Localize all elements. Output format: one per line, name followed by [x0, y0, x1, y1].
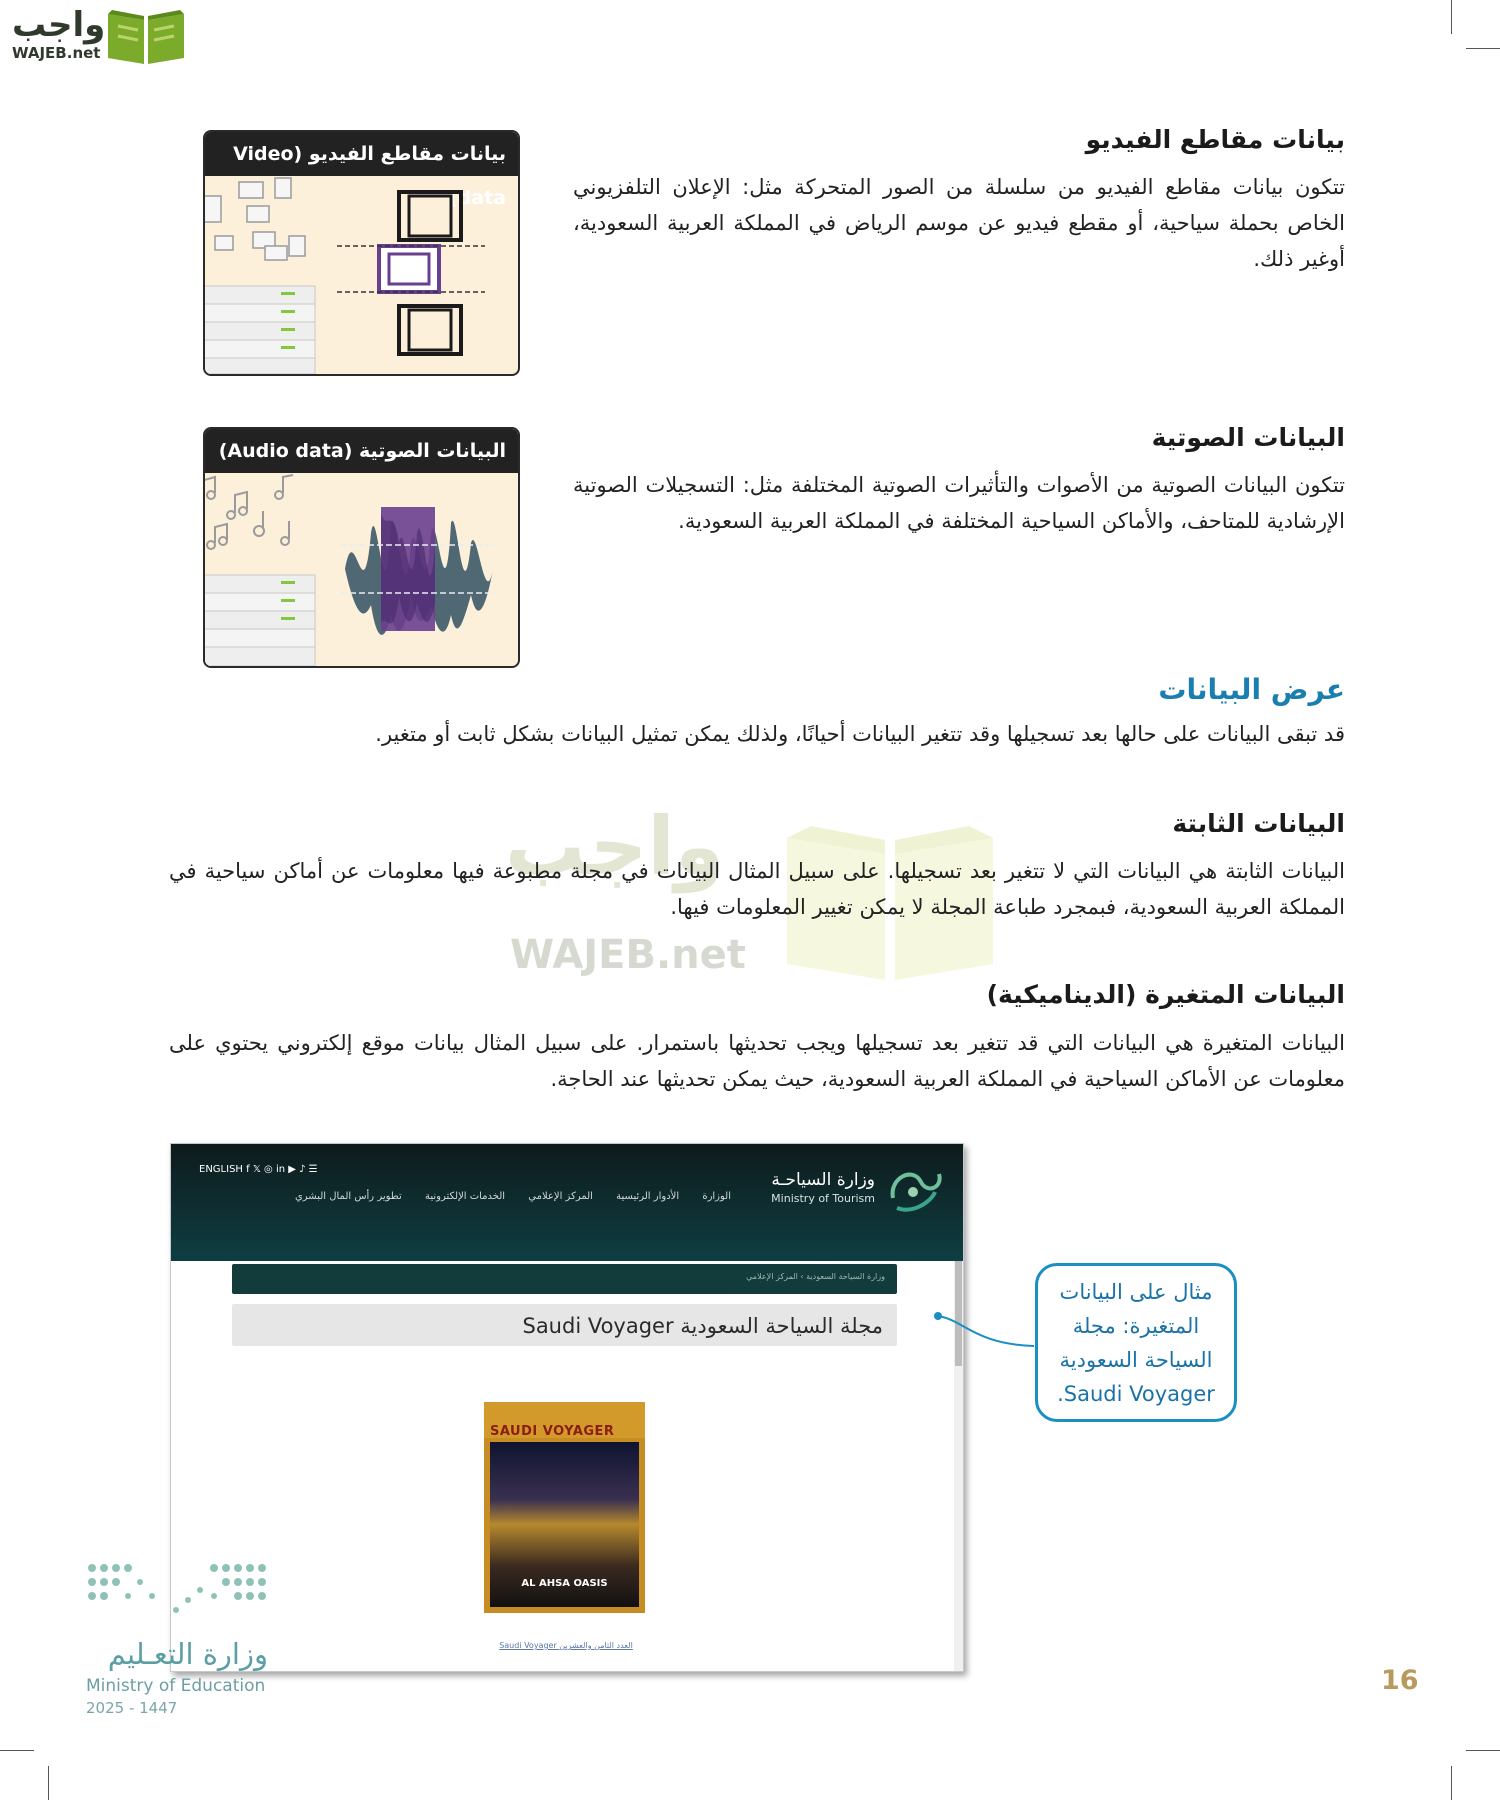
callout-line: السياحة السعودية	[1059, 1347, 1213, 1372]
nav-item[interactable]: المركز الإعلامي	[528, 1191, 593, 1202]
display-heading: عرض البيانات	[1158, 673, 1345, 706]
watermark-text: واجب	[505, 800, 725, 893]
crop-mark	[0, 1750, 34, 1751]
callout-line: Saudi Voyager.	[1057, 1381, 1215, 1406]
ministry-name-arabic: وزارة التعـليم	[107, 1637, 268, 1671]
dynamic-paragraph: البيانات المتغيرة هي البيانات التي قد تتغير بعد تسجيلها ويجب تحديثها باستمرار. على سبيل المثال بيانات موقع إلكتروني يحتوي على معلومات عن الأماكن السياحية في المملكة العربية السعودية، حيث يمكن تحديثها عند الحاجة.	[169, 1031, 1345, 1091]
callout-line: المتغيرة: مجلة	[1072, 1313, 1200, 1338]
film-strip-icon	[337, 192, 485, 354]
audio-paragraph: تتكون البيانات الصوتية من الأصوات والتأثيرات الصوتية المختلفة مثل: التسجيلات الصوتية الإرشادية للمتاحف، والأماكن السياحية المختلفة في المملكة العربية السعودية.	[573, 473, 1345, 533]
magazine-masthead: SAUDI VOYAGER	[490, 1424, 615, 1439]
nav-item[interactable]: تطوير رأس المال البشري	[294, 1191, 402, 1202]
audio-card	[203, 427, 520, 668]
watermark-latin: WAJEB.net	[510, 932, 746, 978]
crop-mark	[1466, 1750, 1500, 1751]
crop-mark	[1451, 0, 1452, 34]
callout-box	[1035, 1263, 1237, 1422]
nav-item[interactable]: الوزارة	[702, 1191, 731, 1202]
crop-mark	[48, 1766, 49, 1800]
nav-item[interactable]: الخدمات الإلكترونية	[424, 1191, 506, 1202]
waveform-icon	[341, 507, 495, 635]
tourism-website-screenshot	[170, 1143, 964, 1672]
dynamic-heading: البيانات المتغيرة (الديناميكية)	[986, 980, 1345, 1009]
wajeb-logo-text: واجب	[12, 5, 106, 45]
site-page-title: مجلة السياحة السعودية Saudi Voyager	[522, 1314, 883, 1338]
magazine-link[interactable]: العدد الثامن والعشرين Saudi Voyager	[499, 1641, 633, 1650]
display-paragraph: قد تبقى البيانات على حالها بعد تسجيلها وقد تتغير البيانات أحيانًا، ولذلك يمكن تمثيل البيانات بشكل ثابت أو متغير.	[375, 722, 1345, 746]
magazine-caption: AL AHSA OASIS	[521, 1578, 608, 1589]
video-heading: بيانات مقاطع الفيديو	[1085, 125, 1345, 154]
server-stack-icon	[205, 286, 315, 374]
video-card-title: بيانات مقاطع الفيديو (Video data)	[205, 132, 518, 176]
video-card	[203, 130, 520, 376]
site-nav	[275, 1191, 731, 1202]
server-stack-icon	[205, 575, 315, 666]
callout-line: مثال على البيانات	[1059, 1279, 1213, 1304]
audio-heading: البيانات الصوتية	[1151, 423, 1345, 452]
callout-connector	[934, 1308, 1034, 1368]
site-social-icons[interactable]: ENGLISH f 𝕏 ◎ in ▶ ♪ ☰	[199, 1164, 318, 1175]
static-heading: البيانات الثابتة	[1172, 809, 1345, 838]
video-paragraph: تتكون بيانات مقاطع الفيديو من سلسلة من الصور المتحركة مثل: الإعلان التلفزيوني الخاص بحملة سياحية، أو مقطع فيديو عن موسم الرياض في المملكة العربية السعودية، أوغير ذلك.	[573, 175, 1345, 271]
audio-card-title: البيانات الصوتية (Audio data)	[205, 429, 518, 473]
book-icon	[104, 6, 188, 66]
ministry-dots-logo-icon	[86, 1560, 268, 1622]
site-brand-english: Ministry of Tourism	[771, 1192, 875, 1205]
site-header	[171, 1144, 963, 1261]
floating-frames-icon	[205, 178, 305, 260]
magazine-cover[interactable]	[484, 1402, 645, 1613]
site-brand-arabic: وزارة السياحـة	[771, 1170, 875, 1190]
breadcrumb-text[interactable]: وزارة السياحة السعودية › المركز الإعلامي	[746, 1272, 885, 1281]
static-paragraph: البيانات الثابتة هي البيانات التي لا تتغير بعد تسجيلها. على سبيل المثال البيانات في مجلة مطبوعة فيها معلومات عن أماكن سياحية في المملكة العربية السعودية، فبمجرد طباعة المجلة لا يمكن تغيير المعلومات فيها.	[169, 859, 1345, 919]
site-title-bar	[232, 1304, 897, 1346]
crop-mark	[1451, 1766, 1452, 1800]
site-breadcrumb	[232, 1264, 897, 1294]
music-notes-icon	[205, 475, 293, 549]
ministry-year: 2025 - 1447	[86, 1699, 178, 1717]
audio-illustration	[205, 473, 518, 666]
ministry-name-english: Ministry of Education	[86, 1676, 266, 1696]
wajeb-logo-latin: WAJEB.net	[12, 44, 101, 62]
tourism-logo-icon	[883, 1158, 947, 1218]
nav-item[interactable]: الأدوار الرئيسية	[616, 1191, 680, 1202]
page-number: 16	[1381, 1665, 1419, 1696]
crop-mark	[1466, 48, 1500, 49]
